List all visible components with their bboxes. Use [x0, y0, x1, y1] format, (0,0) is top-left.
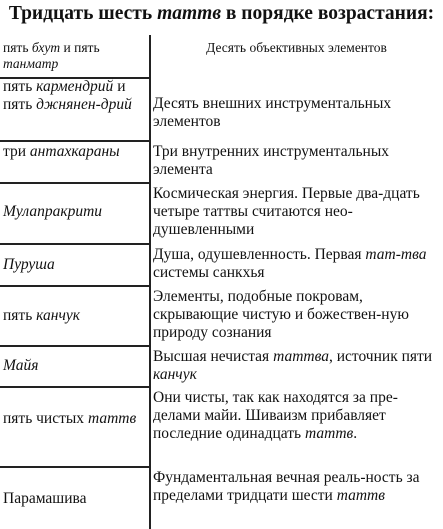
- text-segment: , источник пяти: [328, 348, 433, 365]
- text-segment: бхут: [31, 40, 61, 55]
- text-segment: канчук: [36, 307, 80, 324]
- text-segment: кармендрий: [36, 78, 114, 95]
- page-title: [0, 2, 443, 26]
- row-4-left: [3, 307, 147, 325]
- row-divider: [0, 386, 149, 388]
- text-segment: Космическая энергия. Первые два-дцать четыре таттвы считаются нео-душевленными: [153, 185, 420, 238]
- header-left: [3, 40, 147, 72]
- row-divider: [0, 466, 149, 468]
- text-segment: Они чисты, так как находятся за пре-делами майи. Шиваизм прибавляет последние одинадцать: [153, 389, 398, 442]
- row-5-left: [3, 357, 147, 375]
- row-1-left: [3, 143, 147, 161]
- text-segment: таттв: [305, 425, 354, 442]
- row-2-right: [153, 185, 441, 239]
- row-divider: [0, 182, 149, 184]
- row-0-left: [3, 78, 147, 114]
- text-segment: таттв: [336, 487, 385, 504]
- row-6-left: [3, 410, 147, 428]
- row-1-right: [153, 143, 441, 179]
- text-segment: джнянен-дрий: [36, 96, 132, 113]
- text-segment: и пять: [60, 40, 100, 55]
- text-segment: Пуруша: [3, 256, 55, 273]
- row-3-right: [153, 246, 441, 282]
- text-segment: Парамашива: [3, 490, 87, 507]
- row-divider: [0, 243, 149, 245]
- text-segment: пять: [3, 307, 37, 324]
- text-segment: и пять: [3, 78, 126, 113]
- row-2-left: [3, 203, 147, 221]
- row-5-right: [153, 348, 441, 384]
- text-segment: канчук: [153, 366, 197, 383]
- row-divider: [0, 345, 149, 347]
- text-segment: Элементы, подобные покровам, скрывающие чистую и божествен-ную природу сознания: [153, 288, 409, 341]
- text-segment: антахкараны: [29, 143, 120, 160]
- row-7-right: [153, 469, 441, 505]
- row-6-right: [153, 389, 441, 443]
- row-4-right: [153, 288, 441, 342]
- row-7-left: [3, 490, 147, 508]
- text-segment: Три внутренних инструментальных элемента: [153, 143, 390, 178]
- row-divider: [0, 140, 149, 142]
- text-segment: Мулапракрити: [3, 203, 103, 220]
- title-prefix: Тридцать шесть: [8, 3, 158, 24]
- text-segment: системы санкхья: [153, 264, 265, 281]
- title-italic: таттв: [157, 3, 222, 24]
- text-segment: Майя: [3, 357, 39, 374]
- text-segment: Десять внешних инструментальных элементов: [153, 95, 392, 130]
- text-segment: Душа, одушевленность. Первая: [153, 246, 366, 263]
- text-segment: Высшая нечистая: [153, 348, 274, 365]
- text-segment: три: [3, 143, 30, 160]
- text-segment: Фундаментальная вечная реаль-ность за пределами тридцати шести: [153, 469, 420, 504]
- text-segment: пять: [3, 40, 32, 55]
- row-3-left: [3, 256, 147, 274]
- text-segment: .: [353, 425, 358, 442]
- title-suffix: в порядке возрастания:: [221, 3, 435, 24]
- header-right: Десять объективных элементов: [206, 40, 387, 55]
- text-segment: таттва: [273, 348, 329, 365]
- column-divider: [149, 35, 151, 529]
- row-0-right: [153, 95, 441, 131]
- text-segment: пять: [3, 78, 37, 95]
- text-segment: пять чистых: [3, 410, 88, 427]
- text-segment: танматр: [3, 56, 59, 71]
- text-segment: тат-тва: [365, 246, 427, 263]
- row-divider: [0, 285, 149, 287]
- text-segment: таттв: [87, 410, 137, 427]
